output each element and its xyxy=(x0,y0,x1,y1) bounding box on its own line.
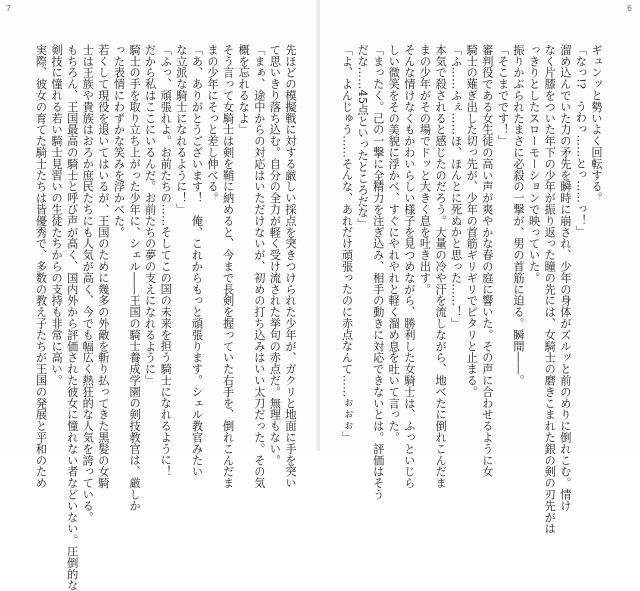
text-line: 「あ、ありがとうございます！ 俺、これからもっと頑張ります。シェル教官みたい xyxy=(190,44,204,478)
text-line: もちろん、王国最高の騎士と呼び声が高く、国内外から評価された彼女に憧れない者などいない。圧倒的な xyxy=(65,44,79,591)
text-line: 審判役である女生徒の高い声が爽やかな春の庭に響いた。その声に合わせるように女 xyxy=(480,44,494,478)
text-line: 「なっ!? うわっ……とっ……っ！」 xyxy=(574,44,588,238)
text-line: 「よ、よんじゅう……そんな、あれだけ頑張ったのに赤点なんて……ぉぉぉ」 xyxy=(340,44,354,443)
text-line: そう言って女騎士は剣を鞘に納めると、今まで長剣を握っていた右手を、倒れこんだま xyxy=(221,44,235,489)
text-line: なく片膝をついた年下の少年が振り返った瞳の先には、女騎士の磨きこまれた銀の剣の刃先がは xyxy=(543,44,557,535)
text-line: て思いきり落ち込む。自分の全力が軽く受け流された挙句の赤点だ。無理もない。 xyxy=(268,44,282,466)
text-line: だな……45点といったところだな」 xyxy=(356,44,370,230)
text-line: った表情にわずかな笑みを浮かべた。 xyxy=(112,44,126,238)
text-line: 本気で殺されると感じたのだろう。大量の冷や汗を流しながら、地べたに倒れこんだま xyxy=(434,44,448,489)
text-line: 振りかぶられたまさに必殺の一撃が、男の首筋に迫る。瞬間――。 xyxy=(512,44,526,386)
text-line: っきりとしたスローモーションで映っていた。 xyxy=(527,44,541,284)
text-line: 「ふ……ふぇ……ほ、ほんとに死ぬかと思った……！」 xyxy=(449,44,463,329)
text-line: しい微笑をその美貌に浮かべ、すぐにやれやれと軽く溜め息を吐いて言った。 xyxy=(387,44,401,443)
text-line: 士は王族や貴族はおろか庶民たちにも人気が高く、今でも幅広く熱狂的な人気を誇っている。 xyxy=(81,44,95,523)
text-line: な立派な騎士になれるように！」 xyxy=(174,44,188,215)
text-line: だから私はここにいるんだ。お前たちの夢の支えになれるように」 xyxy=(143,44,157,386)
text-line: 騎士の手を取り立ち上がった少年に、シェル――王国の騎士養成学園の剣技教官は、厳しか xyxy=(128,44,142,512)
text-line: 「まぁ、途中からの対応はいただけないが、初めの打ち込みはいい太刀だった。その気 xyxy=(252,44,266,489)
text-line: 先ほどの模擬戦に対する厳しい採点を突きつけられた少年が、ガクリと地面に手を突い xyxy=(284,44,297,489)
text-line: 「まったく。己の一撃に全精力を注ぎ込み、相手の動きに対応できないとは。評価はそう xyxy=(371,44,385,500)
text-line: 若くして現役を退いてはいるが、王国のために幾多の外敵を斬り払ってきた黒髪の女騎 xyxy=(96,44,110,489)
text-line: 「ふっ、頑張れよ。お前たちの……そしてこの国の未来を担う騎士になれるように！ xyxy=(159,44,173,478)
text-line: 剣技に憧れる若い騎士見習いの生徒たちからの支持も非常に高い。 xyxy=(50,44,64,386)
text-line: 実際、彼女の育てた騎士たちは皆優秀で、多数の教え子たちが王国の発展と平和のため xyxy=(34,44,48,489)
text-line: まの少年にそっと差し伸べる。 xyxy=(206,44,220,204)
page-number-left: 7 xyxy=(6,4,12,13)
text-line: 溜め込んでいた力の矛先を瞬時に崩され、少年の身体がズルッと前のめりに倒れこむ。情け xyxy=(558,44,572,512)
right-page xyxy=(320,0,640,535)
text-line: ギュンッと勢いよく回転する。 xyxy=(590,44,603,204)
right-page-text xyxy=(334,44,604,535)
page-number-right: 6 xyxy=(626,4,632,13)
text-line: まの少年がその場でドッと大きく息を吐き出す。 xyxy=(418,44,432,295)
text-line: 騎士の薙ぎ出した切っ先が、少年の首筋ギリギリでピタリと止まる。 xyxy=(465,44,479,398)
text-line: 「そこまでです！」 xyxy=(496,44,510,147)
text-line: 概を忘れるなよ」 xyxy=(237,44,251,136)
left-page-text xyxy=(16,44,298,591)
text-line: そんな情けなくもかわいらしい様子を見つめながら、勝利した女騎士は、ふっといじら xyxy=(402,44,416,489)
